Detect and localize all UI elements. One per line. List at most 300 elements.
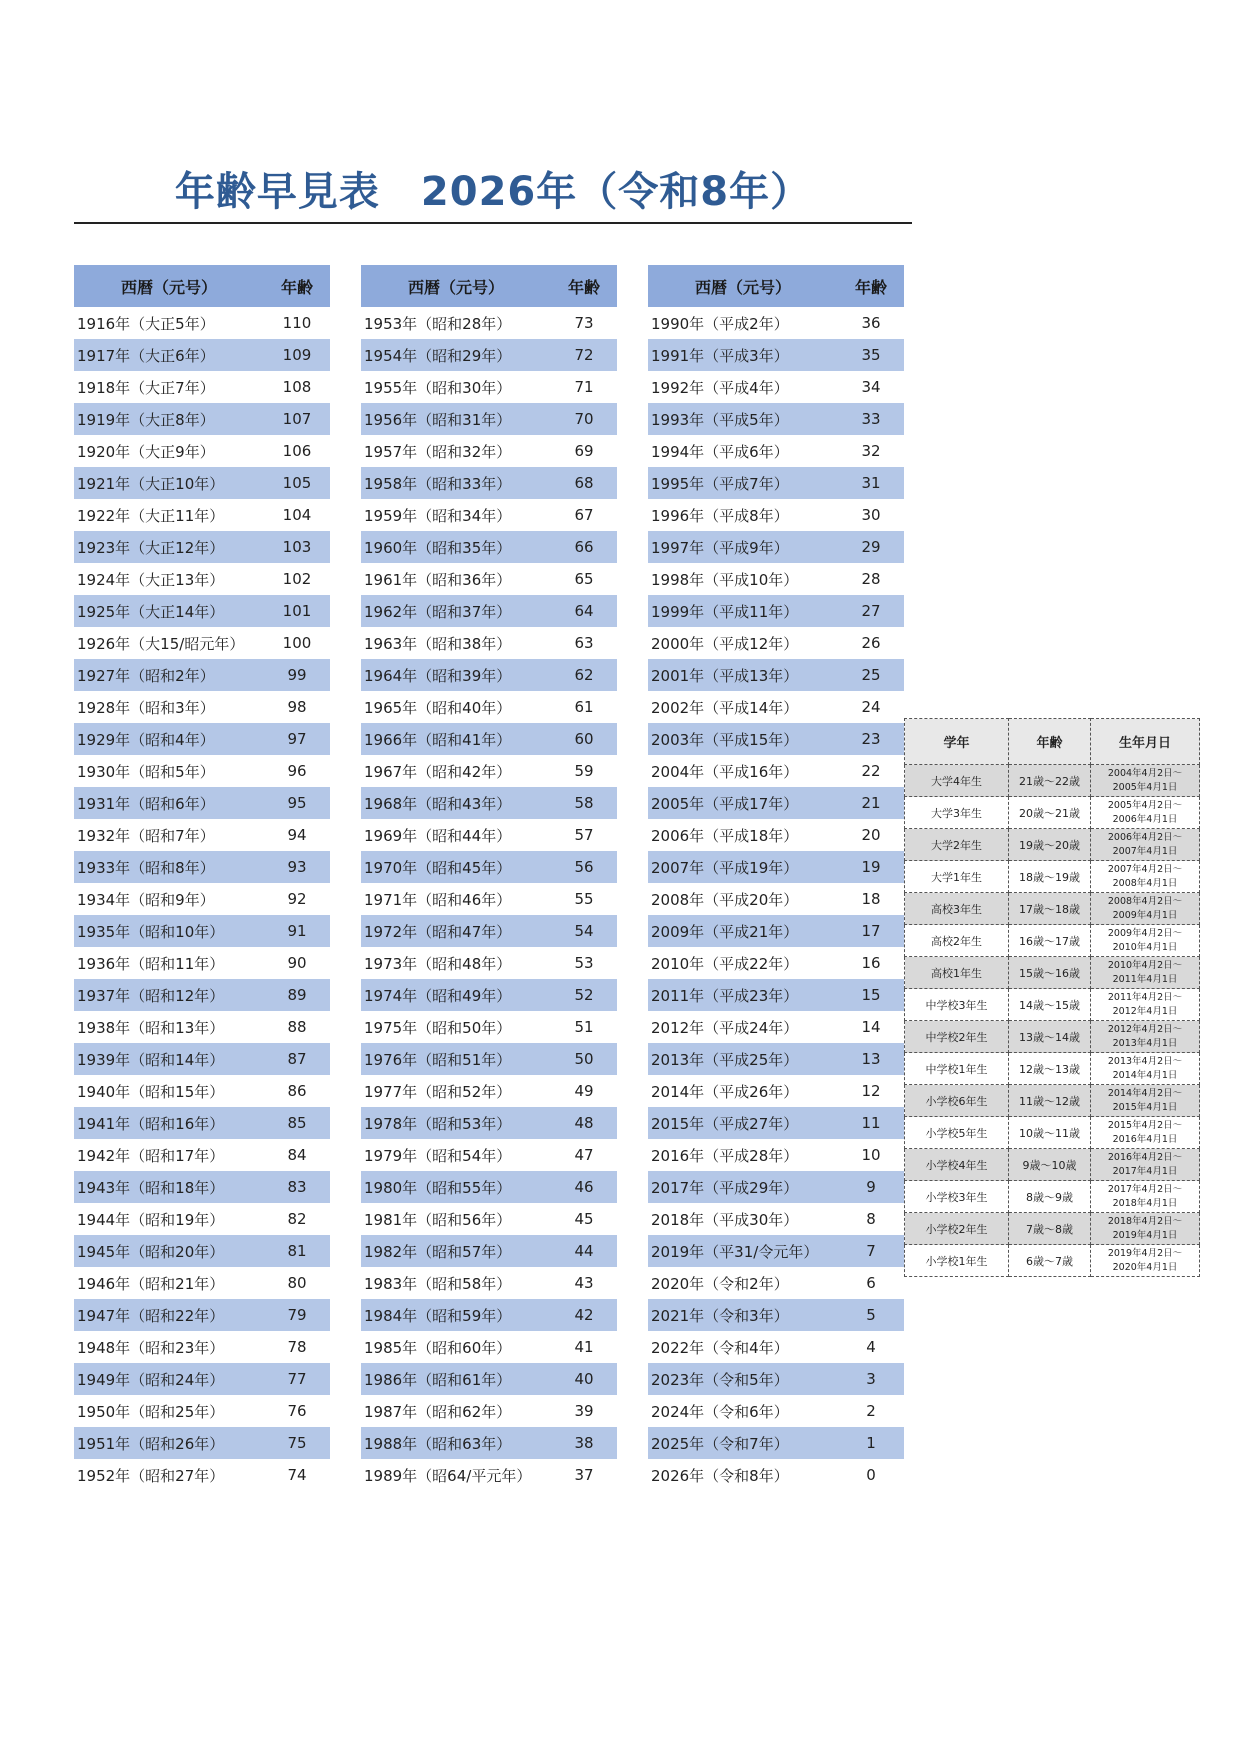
year-cell: 1959年（昭和34年） xyxy=(364,506,512,525)
year-cell: 1956年（昭和31年） xyxy=(361,403,551,435)
table-row xyxy=(74,883,330,915)
table-row xyxy=(648,883,904,915)
year-cell: 1967年（昭和42年） xyxy=(364,762,512,781)
table-row xyxy=(74,1427,330,1459)
table-row xyxy=(361,1363,617,1395)
birthdate-from: 2019年4月2日～ xyxy=(1107,1247,1183,1259)
year-cell: 1968年（昭和43年） xyxy=(361,787,551,819)
table-row xyxy=(74,1331,330,1363)
year-cell: 1944年（昭和19年） xyxy=(77,1210,225,1229)
birthdate-cell xyxy=(1091,957,1200,989)
table-row xyxy=(648,1107,904,1139)
year-cell: 1966年（昭和41年） xyxy=(361,723,551,755)
age-range-cell: 8歳～9歳 xyxy=(1009,1181,1091,1213)
year-cell: 1927年（昭和2年） xyxy=(74,659,264,691)
age-cell: 54 xyxy=(551,915,617,947)
school-row xyxy=(905,829,1200,861)
year-cell: 1975年（昭和50年） xyxy=(364,1018,512,1037)
age-cell: 63 xyxy=(574,634,594,652)
age-cell: 26 xyxy=(861,634,881,652)
year-cell: 1989年（昭64/平元年） xyxy=(364,1466,532,1485)
grade-cell: 大学4年生 xyxy=(905,765,1009,797)
age-cell: 75 xyxy=(264,1427,330,1459)
header-year: 西暦（元号） xyxy=(361,265,551,307)
year-cell: 1921年（大正10年） xyxy=(74,467,264,499)
year-cell: 1945年（昭和20年） xyxy=(74,1235,264,1267)
table-row xyxy=(648,467,904,499)
grade-cell: 高校1年生 xyxy=(905,957,1009,989)
age-table-3 xyxy=(648,265,904,1491)
table-row xyxy=(74,1139,330,1171)
table-row xyxy=(74,627,330,659)
age-cell: 17 xyxy=(838,915,904,947)
age-cell: 36 xyxy=(861,314,881,332)
year-cell: 1955年（昭和30年） xyxy=(364,378,512,397)
table-row xyxy=(648,499,904,531)
table-row xyxy=(648,1459,904,1491)
age-cell: 64 xyxy=(551,595,617,627)
age-cell: 20 xyxy=(861,826,881,844)
table-row xyxy=(648,627,904,659)
age-cell: 82 xyxy=(287,1210,307,1228)
age-cell: 85 xyxy=(264,1107,330,1139)
year-cell: 2021年（令和3年） xyxy=(648,1299,838,1331)
age-cell: 39 xyxy=(574,1402,594,1420)
age-range-cell: 17歳～18歳 xyxy=(1009,893,1091,925)
age-cell: 13 xyxy=(838,1043,904,1075)
year-cell: 1999年（平成11年） xyxy=(648,595,838,627)
year-cell: 2002年（平成14年） xyxy=(651,698,799,717)
year-cell: 1993年（平成5年） xyxy=(648,403,838,435)
age-table-2 xyxy=(361,265,617,1491)
age-cell: 47 xyxy=(574,1146,594,1164)
table-row xyxy=(361,1331,617,1363)
table-row xyxy=(648,851,904,883)
table-row xyxy=(74,1299,330,1331)
table-row xyxy=(74,947,330,979)
age-cell: 103 xyxy=(264,531,330,563)
year-cell: 2004年（平成16年） xyxy=(651,762,799,781)
year-cell: 1958年（昭和33年） xyxy=(361,467,551,499)
table-row xyxy=(648,659,904,691)
table-row xyxy=(648,915,904,947)
year-cell: 1935年（昭和10年） xyxy=(74,915,264,947)
birthdate-to: 2019年4月1日 xyxy=(1112,1229,1178,1241)
table-row xyxy=(648,755,904,787)
year-cell: 2001年（平成13年） xyxy=(648,659,838,691)
age-cell: 22 xyxy=(861,762,881,780)
age-cell: 78 xyxy=(287,1338,307,1356)
birthdate-to: 2005年4月1日 xyxy=(1112,781,1178,793)
header-age: 年齢 xyxy=(551,265,617,307)
table-row xyxy=(361,1459,617,1491)
birthdate-to: 2007年4月1日 xyxy=(1112,845,1178,857)
age-cell: 79 xyxy=(264,1299,330,1331)
table-row xyxy=(361,627,617,659)
birthdate-from: 2012年4月2日～ xyxy=(1107,1023,1183,1035)
table-row xyxy=(361,1203,617,1235)
age-cell: 48 xyxy=(551,1107,617,1139)
age-cell: 59 xyxy=(574,762,594,780)
age-range-cell: 10歳～11歳 xyxy=(1009,1117,1091,1149)
year-cell: 2013年（平成25年） xyxy=(648,1043,838,1075)
year-cell: 2008年（平成20年） xyxy=(651,890,799,909)
age-cell: 11 xyxy=(838,1107,904,1139)
year-cell: 1961年（昭和36年） xyxy=(364,570,512,589)
year-cell: 2020年（令和2年） xyxy=(651,1274,789,1293)
age-cell: 58 xyxy=(551,787,617,819)
age-cell: 45 xyxy=(574,1210,594,1228)
table-row xyxy=(361,563,617,595)
table-row xyxy=(361,1427,617,1459)
year-cell: 2016年（平成28年） xyxy=(651,1146,799,1165)
table-row xyxy=(648,947,904,979)
age-cell: 57 xyxy=(574,826,594,844)
year-cell: 1920年（大正9年） xyxy=(77,442,215,461)
year-cell: 1929年（昭和4年） xyxy=(74,723,264,755)
age-cell: 32 xyxy=(861,442,881,460)
year-cell: 1973年（昭和48年） xyxy=(364,954,512,973)
year-cell: 1971年（昭和46年） xyxy=(364,890,512,909)
table-row xyxy=(648,723,904,755)
table-row xyxy=(74,819,330,851)
table-row xyxy=(361,339,617,371)
grade-cell: 小学校3年生 xyxy=(905,1181,1009,1213)
school-row xyxy=(905,1021,1200,1053)
age-cell: 51 xyxy=(574,1018,594,1036)
age-cell: 41 xyxy=(574,1338,594,1356)
age-cell: 4 xyxy=(866,1338,876,1356)
year-cell: 1934年（昭和9年） xyxy=(77,890,215,909)
year-cell: 1982年（昭和57年） xyxy=(361,1235,551,1267)
age-cell: 76 xyxy=(287,1402,307,1420)
grade-cell: 小学校4年生 xyxy=(905,1149,1009,1181)
year-cell: 1987年（昭和62年） xyxy=(364,1402,512,1421)
age-range-cell: 14歳～15歳 xyxy=(1009,989,1091,1021)
birthdate-from: 2014年4月2日～ xyxy=(1107,1087,1183,1099)
table-row xyxy=(361,883,617,915)
birthdate-to: 2008年4月1日 xyxy=(1112,877,1178,889)
age-cell: 8 xyxy=(866,1210,876,1228)
table-row xyxy=(361,467,617,499)
age-range-cell: 11歳～12歳 xyxy=(1009,1085,1091,1117)
table-row xyxy=(648,403,904,435)
year-cell: 1998年（平成10年） xyxy=(651,570,799,589)
table-row xyxy=(361,1107,617,1139)
age-cell: 74 xyxy=(287,1466,307,1484)
age-cell: 104 xyxy=(282,506,312,524)
school-row xyxy=(905,893,1200,925)
year-cell: 1976年（昭和51年） xyxy=(361,1043,551,1075)
birthdate-to: 2012年4月1日 xyxy=(1112,1005,1178,1017)
birthdate-cell xyxy=(1091,1181,1200,1213)
age-cell: 106 xyxy=(282,442,312,460)
year-cell: 1939年（昭和14年） xyxy=(74,1043,264,1075)
age-range-cell: 16歳～17歳 xyxy=(1009,925,1091,957)
birthdate-from: 2010年4月2日～ xyxy=(1107,959,1183,971)
table-row xyxy=(74,851,330,883)
table-row xyxy=(361,1299,617,1331)
table-row xyxy=(361,371,617,403)
age-cell: 35 xyxy=(838,339,904,371)
school-row xyxy=(905,1117,1200,1149)
year-cell: 2003年（平成15年） xyxy=(648,723,838,755)
table-row xyxy=(648,595,904,627)
table-row xyxy=(648,1299,904,1331)
age-range-cell: 19歳～20歳 xyxy=(1009,829,1091,861)
year-cell: 2010年（平成22年） xyxy=(651,954,799,973)
school-header-birthdate: 生年月日 xyxy=(1091,719,1200,765)
year-cell: 1941年（昭和16年） xyxy=(74,1107,264,1139)
age-cell: 88 xyxy=(287,1018,307,1036)
age-cell: 33 xyxy=(838,403,904,435)
age-cell: 25 xyxy=(838,659,904,691)
age-cell: 96 xyxy=(287,762,307,780)
table-row xyxy=(74,1459,330,1491)
table-row xyxy=(74,979,330,1011)
table-row xyxy=(74,1235,330,1267)
year-cell: 1943年（昭和18年） xyxy=(74,1171,264,1203)
table-row xyxy=(648,979,904,1011)
year-cell: 1994年（平成6年） xyxy=(651,442,789,461)
school-header-grade: 学年 xyxy=(905,719,1009,765)
age-cell: 56 xyxy=(551,851,617,883)
year-cell: 1948年（昭和23年） xyxy=(77,1338,225,1357)
age-cell: 1 xyxy=(838,1427,904,1459)
table-row xyxy=(648,1075,904,1107)
header-year: 西暦（元号） xyxy=(648,265,838,307)
birthdate-from: 2009年4月2日～ xyxy=(1107,927,1183,939)
birthdate-cell xyxy=(1091,989,1200,1021)
age-cell: 14 xyxy=(861,1018,881,1036)
age-cell: 84 xyxy=(287,1146,307,1164)
birthdate-to: 2010年4月1日 xyxy=(1112,941,1178,953)
table-row xyxy=(74,435,330,467)
age-cell: 28 xyxy=(861,570,881,588)
table-row xyxy=(361,531,617,563)
birthdate-to: 2011年4月1日 xyxy=(1112,973,1178,985)
year-cell: 1938年（昭和13年） xyxy=(77,1018,225,1037)
birthdate-cell xyxy=(1091,1213,1200,1245)
year-cell: 1916年（大正5年） xyxy=(77,314,215,333)
grade-cell: 高校3年生 xyxy=(905,893,1009,925)
table-row xyxy=(74,1043,330,1075)
table-row xyxy=(648,1363,904,1395)
birthdate-from: 2008年4月2日～ xyxy=(1107,895,1183,907)
age-cell: 68 xyxy=(551,467,617,499)
year-cell: 1972年（昭和47年） xyxy=(361,915,551,947)
age-cell: 16 xyxy=(861,954,881,972)
age-cell: 27 xyxy=(838,595,904,627)
year-cell: 1931年（昭和6年） xyxy=(74,787,264,819)
year-cell: 2018年（平成30年） xyxy=(651,1210,799,1229)
table-row xyxy=(361,659,617,691)
table-row xyxy=(74,1363,330,1395)
year-cell: 2000年（平成12年） xyxy=(651,634,799,653)
table-row xyxy=(648,371,904,403)
school-row xyxy=(905,1245,1200,1277)
grade-cell: 中学校3年生 xyxy=(905,989,1009,1021)
table-row xyxy=(361,403,617,435)
school-row xyxy=(905,797,1200,829)
birthdate-cell xyxy=(1091,765,1200,797)
age-cell: 81 xyxy=(264,1235,330,1267)
age-cell: 62 xyxy=(551,659,617,691)
year-cell: 1991年（平成3年） xyxy=(648,339,838,371)
table-row xyxy=(361,755,617,787)
year-cell: 1946年（昭和21年） xyxy=(77,1274,225,1293)
year-cell: 1985年（昭和60年） xyxy=(364,1338,512,1357)
year-cell: 1923年（大正12年） xyxy=(74,531,264,563)
birthdate-from: 2006年4月2日～ xyxy=(1107,831,1183,843)
birthdate-cell xyxy=(1091,797,1200,829)
year-cell: 1964年（昭和39年） xyxy=(361,659,551,691)
table-row xyxy=(648,531,904,563)
year-cell: 1925年（大正14年） xyxy=(74,595,264,627)
age-cell: 12 xyxy=(861,1082,881,1100)
table-row xyxy=(361,499,617,531)
age-cell: 18 xyxy=(861,890,881,908)
age-cell: 95 xyxy=(264,787,330,819)
year-cell: 1962年（昭和37年） xyxy=(361,595,551,627)
table-row xyxy=(74,723,330,755)
age-cell: 6 xyxy=(866,1274,876,1292)
table-row xyxy=(74,1267,330,1299)
header-year: 西暦（元号） xyxy=(74,265,264,307)
year-cell: 1984年（昭和59年） xyxy=(361,1299,551,1331)
table-row xyxy=(361,1235,617,1267)
year-cell: 1926年（大15/昭元年） xyxy=(77,634,245,653)
birthdate-cell xyxy=(1091,925,1200,957)
year-cell: 1980年（昭和55年） xyxy=(361,1171,551,1203)
year-cell: 1951年（昭和26年） xyxy=(74,1427,264,1459)
age-cell: 55 xyxy=(574,890,594,908)
birthdate-from: 2007年4月2日～ xyxy=(1107,863,1183,875)
birthdate-to: 2016年4月1日 xyxy=(1112,1133,1178,1145)
table-row xyxy=(648,339,904,371)
table-row xyxy=(74,371,330,403)
year-cell: 2014年（平成26年） xyxy=(651,1082,799,1101)
age-cell: 90 xyxy=(287,954,307,972)
year-cell: 1922年（大正11年） xyxy=(77,506,225,525)
year-cell: 2005年（平成17年） xyxy=(648,787,838,819)
age-cell: 21 xyxy=(838,787,904,819)
age-cell: 9 xyxy=(838,1171,904,1203)
year-cell: 1942年（昭和17年） xyxy=(77,1146,225,1165)
grade-cell: 高校2年生 xyxy=(905,925,1009,957)
age-range-cell: 7歳～8歳 xyxy=(1009,1213,1091,1245)
age-cell: 42 xyxy=(551,1299,617,1331)
age-range-cell: 18歳～19歳 xyxy=(1009,861,1091,893)
year-cell: 1924年（大正13年） xyxy=(77,570,225,589)
age-cell: 77 xyxy=(264,1363,330,1395)
year-cell: 1995年（平成7年） xyxy=(648,467,838,499)
school-row xyxy=(905,861,1200,893)
year-cell: 1981年（昭和56年） xyxy=(364,1210,512,1229)
school-row xyxy=(905,1181,1200,1213)
school-grade-table xyxy=(904,718,1200,1277)
table-row xyxy=(74,755,330,787)
year-cell: 1970年（昭和45年） xyxy=(361,851,551,883)
year-cell: 1957年（昭和32年） xyxy=(364,442,512,461)
age-cell: 101 xyxy=(264,595,330,627)
year-cell: 2007年（平成19年） xyxy=(648,851,838,883)
age-cell: 66 xyxy=(551,531,617,563)
year-cell: 1954年（昭和29年） xyxy=(361,339,551,371)
birthdate-from: 2016年4月2日～ xyxy=(1107,1151,1183,1163)
table-row xyxy=(648,1331,904,1363)
table-row xyxy=(648,1043,904,1075)
age-cell: 80 xyxy=(287,1274,307,1292)
age-range-cell: 9歳～10歳 xyxy=(1009,1149,1091,1181)
age-cell: 40 xyxy=(551,1363,617,1395)
age-cell: 46 xyxy=(551,1171,617,1203)
birthdate-cell xyxy=(1091,1021,1200,1053)
grade-cell: 大学1年生 xyxy=(905,861,1009,893)
table-row xyxy=(361,947,617,979)
year-cell: 1933年（昭和8年） xyxy=(74,851,264,883)
age-cell: 100 xyxy=(282,634,312,652)
year-cell: 1963年（昭和38年） xyxy=(364,634,512,653)
birthdate-from: 2011年4月2日～ xyxy=(1107,991,1183,1003)
age-cell: 69 xyxy=(574,442,594,460)
birthdate-to: 2015年4月1日 xyxy=(1112,1101,1178,1113)
year-cell: 1988年（昭和63年） xyxy=(361,1427,551,1459)
birthdate-from: 2005年4月2日～ xyxy=(1107,799,1183,811)
age-cell: 50 xyxy=(551,1043,617,1075)
birthdate-cell xyxy=(1091,1117,1200,1149)
age-cell: 89 xyxy=(264,979,330,1011)
table-row xyxy=(74,1203,330,1235)
age-cell: 30 xyxy=(861,506,881,524)
birthdate-to: 2018年4月1日 xyxy=(1112,1197,1178,1209)
school-header-age: 年齢 xyxy=(1009,719,1091,765)
age-range-cell: 12歳～13歳 xyxy=(1009,1053,1091,1085)
birthdate-to: 2013年4月1日 xyxy=(1112,1037,1178,1049)
school-row xyxy=(905,1149,1200,1181)
age-cell: 43 xyxy=(574,1274,594,1292)
year-cell: 1918年（大正7年） xyxy=(77,378,215,397)
table-row xyxy=(74,1395,330,1427)
year-cell: 2022年（令和4年） xyxy=(651,1338,789,1357)
year-cell: 1917年（大正6年） xyxy=(74,339,264,371)
table-row xyxy=(74,1171,330,1203)
year-cell: 1979年（昭和54年） xyxy=(364,1146,512,1165)
birthdate-cell xyxy=(1091,1053,1200,1085)
age-cell: 37 xyxy=(574,1466,594,1484)
age-cell: 34 xyxy=(861,378,881,396)
table-row xyxy=(74,307,330,339)
age-cell: 31 xyxy=(838,467,904,499)
table-row xyxy=(361,1139,617,1171)
table-row xyxy=(648,1235,904,1267)
age-cell: 52 xyxy=(551,979,617,1011)
age-cell: 110 xyxy=(282,314,312,332)
year-cell: 2015年（平成27年） xyxy=(648,1107,838,1139)
age-range-cell: 13歳～14歳 xyxy=(1009,1021,1091,1053)
year-cell: 2026年（令和8年） xyxy=(651,1466,789,1485)
year-cell: 1983年（昭和58年） xyxy=(364,1274,512,1293)
table-row xyxy=(74,339,330,371)
age-cell: 71 xyxy=(574,378,594,396)
age-cell: 73 xyxy=(574,314,594,332)
year-cell: 1932年（昭和7年） xyxy=(77,826,215,845)
age-cell: 53 xyxy=(574,954,594,972)
age-cell: 98 xyxy=(287,698,307,716)
age-cell: 86 xyxy=(287,1082,307,1100)
age-cell: 108 xyxy=(282,378,312,396)
table-row xyxy=(361,307,617,339)
